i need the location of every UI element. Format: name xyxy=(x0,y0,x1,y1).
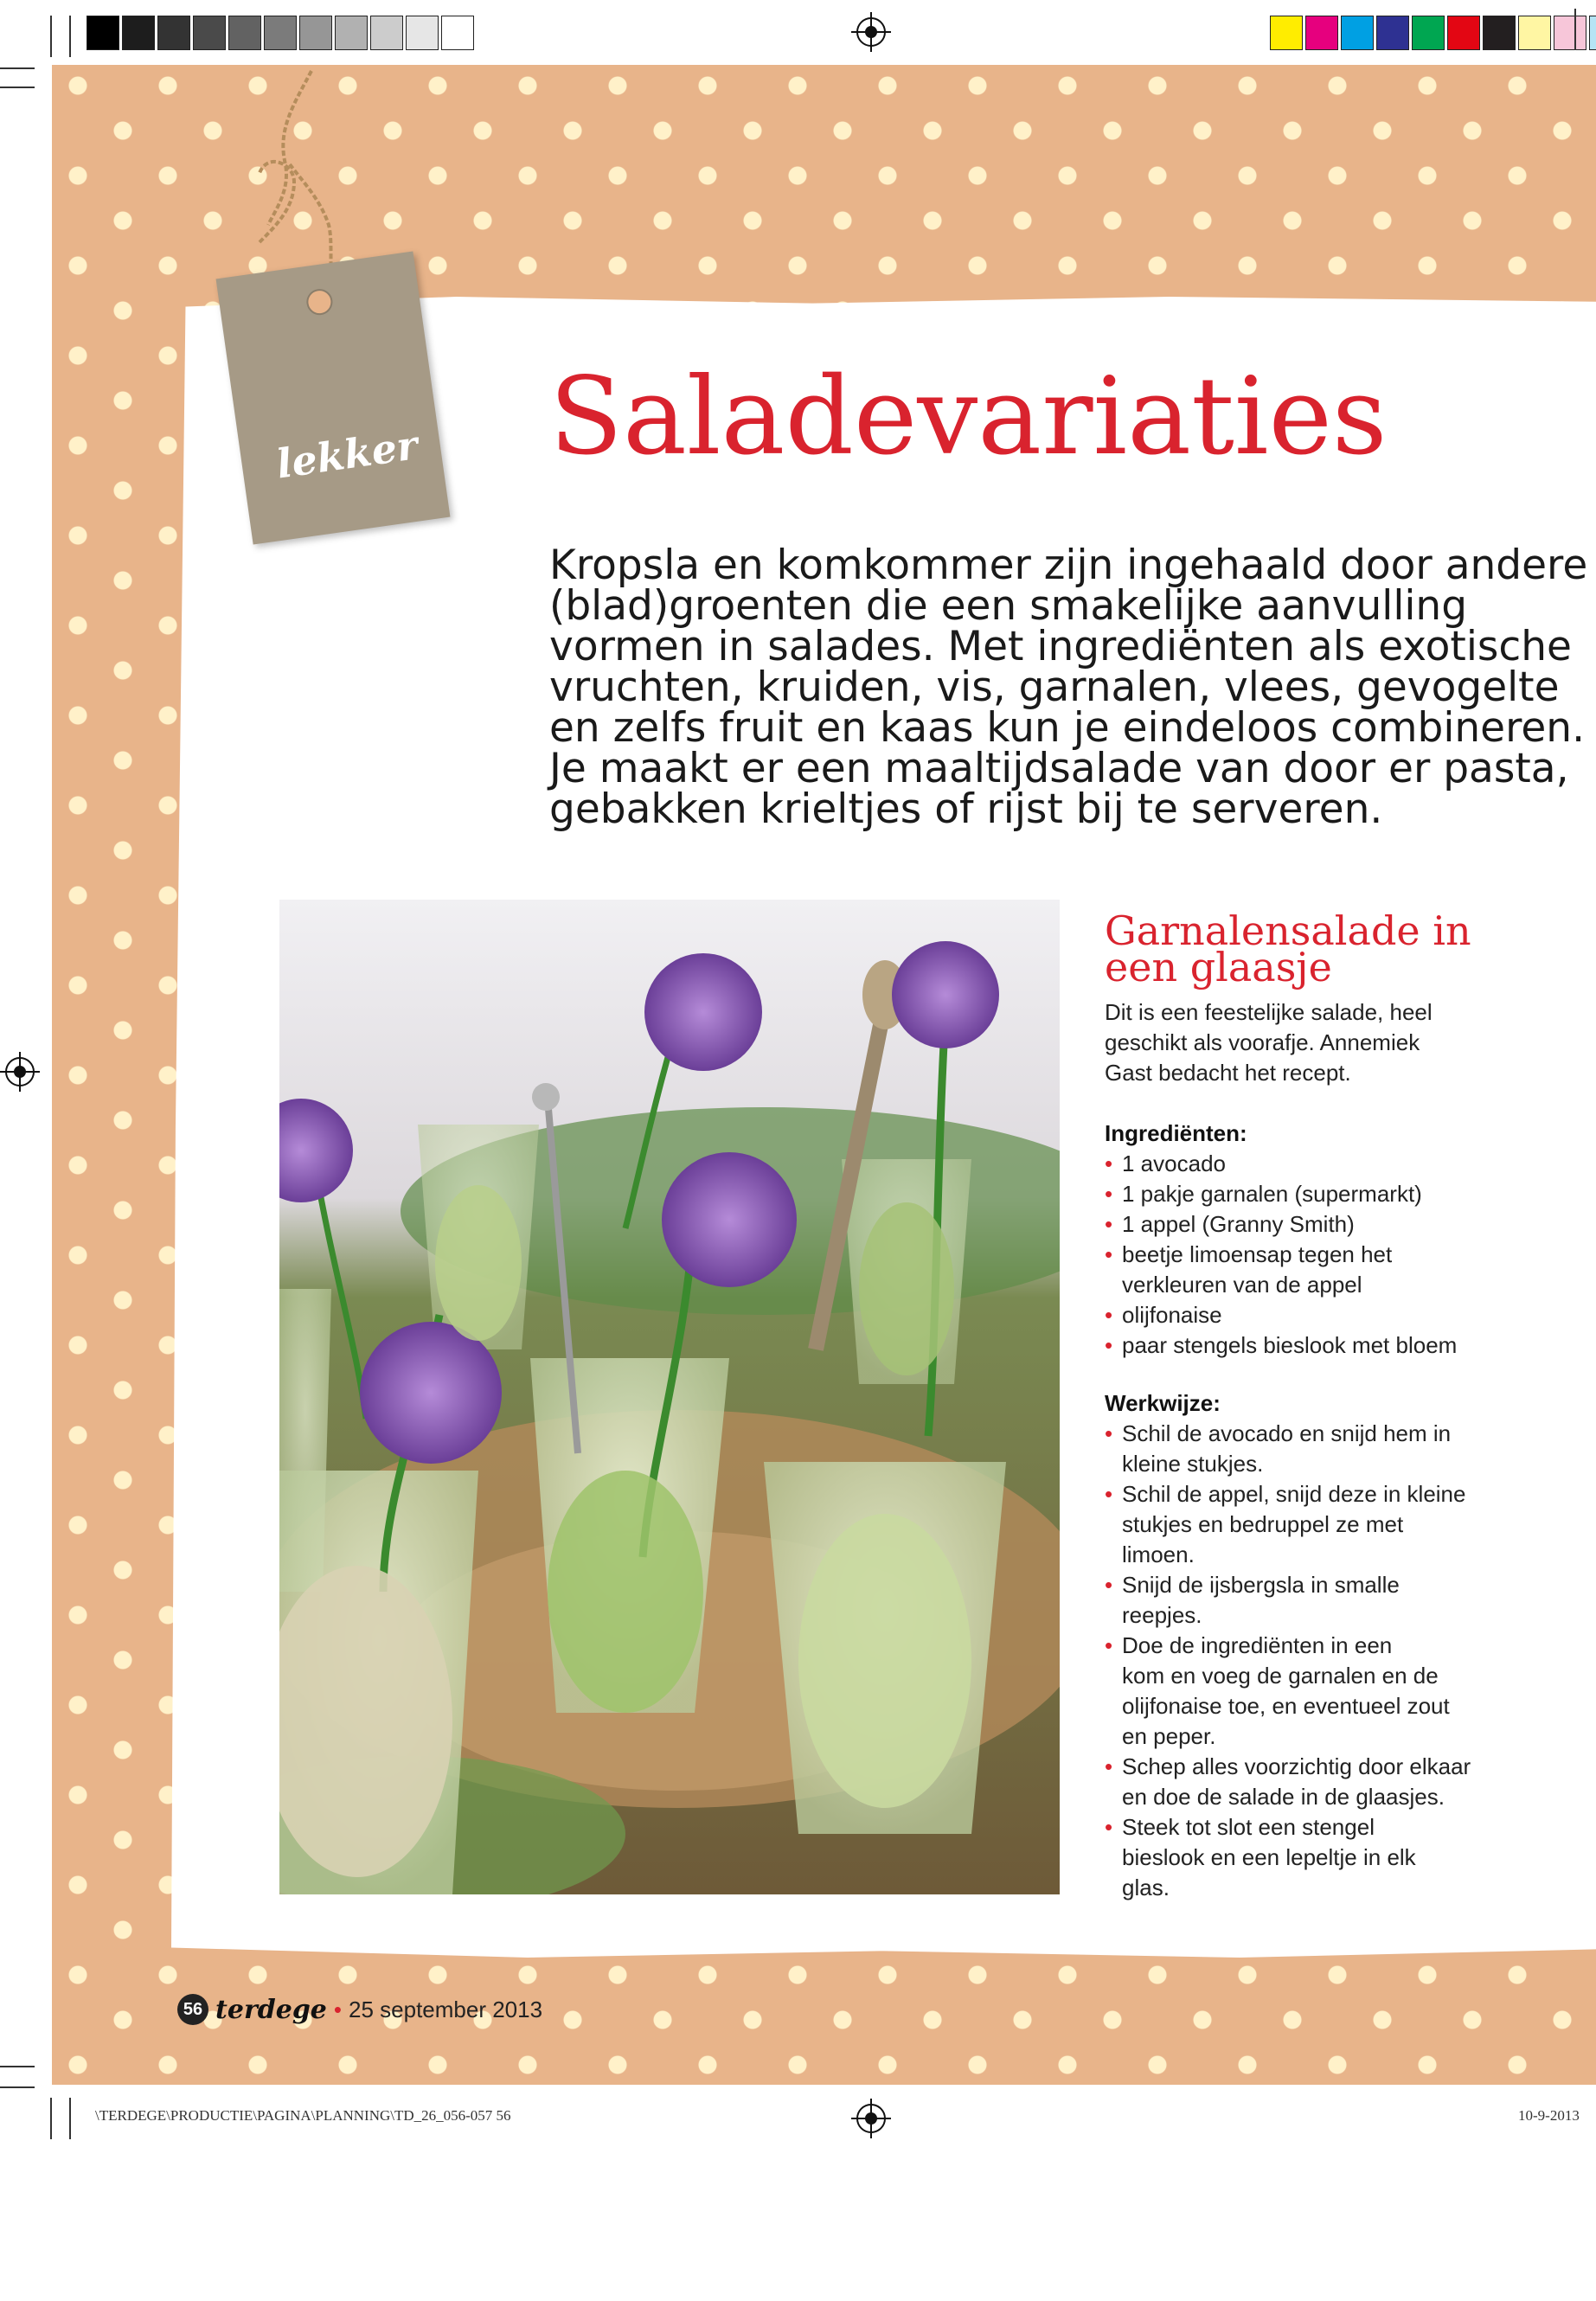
list-item: • Schep alles voorzichtig door elkaar xyxy=(1105,1752,1471,1782)
method-section xyxy=(1105,1388,1471,1903)
color-swatch xyxy=(441,16,474,50)
list-item: • 1 pakje garnalen (supermarkt) xyxy=(1105,1179,1457,1209)
garnalensalade-photo-illustration xyxy=(279,900,1060,1894)
registration-mark-icon xyxy=(856,2104,886,2133)
intro-line: gebakken krieltjes of rijst bij te serveren. xyxy=(549,785,1383,833)
list-item-continuation: kleine stukjes. xyxy=(1122,1451,1264,1477)
color-swatch xyxy=(1305,16,1338,50)
list-item-continuation: olijfonaise toe, en eventueel zout xyxy=(1122,1693,1450,1719)
color-swatch xyxy=(1270,16,1303,50)
list-item-continuation: en peper. xyxy=(1122,1723,1216,1749)
lekker-label-tag xyxy=(216,252,451,545)
recipe-description xyxy=(1105,997,1433,1088)
description-line: Gast bedacht het recept. xyxy=(1105,1060,1351,1086)
color-swatch xyxy=(1447,16,1480,50)
crop-mark xyxy=(50,2098,52,2139)
tag-hole xyxy=(304,287,334,317)
crop-mark xyxy=(1574,9,1576,50)
recipe-title-line: Garnalensalade in xyxy=(1105,907,1471,954)
recipe-title xyxy=(1105,907,1471,990)
list-item: • Doe de ingrediënten in een xyxy=(1105,1631,1471,1661)
color-swatch xyxy=(1341,16,1374,50)
list-item: • Schil de appel, snijd deze in kleine xyxy=(1105,1479,1471,1509)
method-steps-list xyxy=(1105,1419,1471,1903)
color-swatch xyxy=(299,16,332,50)
page-title: Saladevariaties xyxy=(549,355,1388,479)
page-number: 56 xyxy=(177,1994,208,2025)
issue-date: 25 september 2013 xyxy=(349,1996,543,2022)
color-swatch xyxy=(1518,16,1551,50)
crop-mark xyxy=(69,16,71,57)
list-item-continuation: kom en voeg de garnalen en de xyxy=(1122,1663,1439,1689)
list-item: • Steek tot slot een stengel xyxy=(1105,1812,1471,1843)
intro-line: Kropsla en komkommer zijn ingehaald door andere xyxy=(549,542,1588,589)
color-swatch xyxy=(193,16,226,50)
color-swatch xyxy=(264,16,297,50)
crop-mark xyxy=(50,16,52,57)
intro-line: (blad)groenten die een smakelijke aanvulling xyxy=(549,582,1468,630)
ingredients-section xyxy=(1105,1118,1457,1361)
list-item: • olijfonaise xyxy=(1105,1300,1457,1330)
ingredients-list xyxy=(1105,1149,1457,1361)
page-footer xyxy=(177,1994,542,2025)
list-item-continuation: bieslook en een lepeltje in elk xyxy=(1122,1844,1416,1870)
list-item: • beetje limoensap tegen het xyxy=(1105,1240,1457,1270)
recipe-title-line: een glaasje xyxy=(1105,944,1332,990)
list-item: • Snijd de ijsbergsla in smalle xyxy=(1105,1570,1471,1600)
color-swatch xyxy=(228,16,261,50)
description-line: geschikt als voorafje. Annemiek xyxy=(1105,1029,1420,1055)
list-item: • Schil de avocado en snijd hem in xyxy=(1105,1419,1471,1449)
footer-separator: • xyxy=(333,1996,342,2022)
crop-mark xyxy=(0,67,35,69)
color-swatch xyxy=(1589,16,1596,50)
list-item-continuation: limoen. xyxy=(1122,1541,1195,1567)
color-swatch xyxy=(87,16,119,50)
method-heading: Werkwijze: xyxy=(1105,1390,1221,1416)
crop-mark xyxy=(69,2098,71,2139)
crop-mark xyxy=(0,87,35,88)
color-swatch xyxy=(1483,16,1516,50)
intro-line: en zelfs fruit en kaas kun je eindeloos combineren. xyxy=(549,704,1586,752)
crop-mark xyxy=(0,2086,35,2088)
color-swatch xyxy=(335,16,368,50)
color-swatch xyxy=(1376,16,1409,50)
color-swatch xyxy=(370,16,403,50)
color-swatch xyxy=(157,16,190,50)
intro-line: vruchten, kruiden, vis, garnalen, vlees, gevogelte xyxy=(549,663,1560,711)
tag-label: lekker xyxy=(273,421,421,488)
list-item-continuation: glas. xyxy=(1122,1875,1170,1900)
salad-glasses-photo xyxy=(279,900,1060,1894)
production-slug-path: \TERDEGE\PRODUCTIE\PAGINA\PLANNING\TD_26_056-057 56 xyxy=(95,2107,511,2124)
description-line: Dit is een feestelijke salade, heel xyxy=(1105,999,1433,1025)
intro-line: vormen in salades. Met ingrediënten als exotische xyxy=(549,623,1572,670)
magazine-brand: terdege xyxy=(215,1994,327,2025)
list-item-continuation: reepjes. xyxy=(1122,1602,1202,1628)
color-swatch xyxy=(122,16,155,50)
registration-mark-icon xyxy=(856,17,886,47)
color-swatch xyxy=(1412,16,1445,50)
color-swatch xyxy=(406,16,439,50)
list-item-continuation: stukjes en bedruppel ze met xyxy=(1122,1511,1404,1537)
list-item-continuation: en doe de salade in de glaasjes. xyxy=(1122,1784,1445,1810)
intro-line: Je maakt er een maaltijdsalade van door er pasta, xyxy=(549,745,1569,792)
list-item-continuation: verkleuren van de appel xyxy=(1122,1272,1362,1298)
intro-paragraph xyxy=(549,542,1588,833)
crop-mark xyxy=(0,2066,35,2067)
registration-mark-icon xyxy=(5,1057,35,1086)
list-item: • 1 appel (Granny Smith) xyxy=(1105,1209,1457,1240)
color-swatch xyxy=(1554,16,1586,50)
production-slug-date: 10-9-2013 xyxy=(1518,2107,1580,2124)
ingredients-heading: Ingrediënten: xyxy=(1105,1120,1247,1146)
list-item: • 1 avocado xyxy=(1105,1149,1457,1179)
list-item: • paar stengels bieslook met bloem xyxy=(1105,1330,1457,1361)
